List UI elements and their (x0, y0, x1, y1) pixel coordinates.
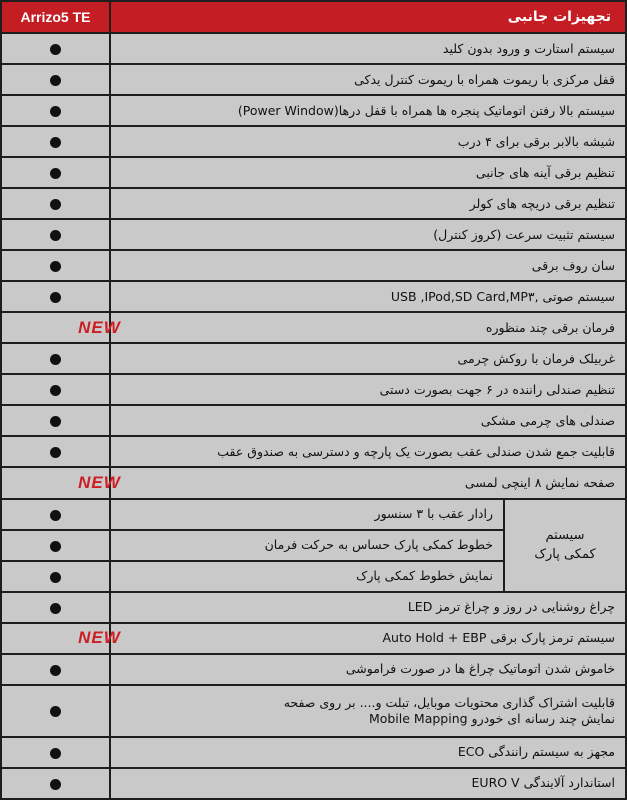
features-header: تجهیزات جانبی (111, 2, 625, 32)
new-badge: NEW (78, 318, 121, 338)
value-cell (2, 344, 109, 373)
value-cell (2, 158, 109, 187)
dot-icon (50, 447, 61, 458)
dot-icon (50, 541, 61, 552)
value-cell (2, 437, 109, 466)
value-cell (2, 531, 109, 560)
table-row (2, 34, 625, 63)
value-cell (2, 282, 109, 311)
feature-cell: چراغ روشنایی در روز و چراغ ترمز LED (111, 593, 625, 622)
feature-cell: خطوط کمکی پارک حساس به حرکت فرمان (111, 531, 503, 560)
table-row (2, 96, 625, 125)
value-cell (2, 686, 109, 736)
table-row (2, 406, 625, 435)
feature-cell: سیستم صوتی ,USB ,IPod,SD Card,MP۳ (111, 282, 625, 311)
dot-icon (50, 572, 61, 583)
dot-icon (50, 137, 61, 148)
dot-icon (50, 748, 61, 759)
feature-cell (111, 686, 625, 736)
value-cell (2, 34, 109, 63)
table-row (2, 282, 625, 311)
value-cell (2, 468, 121, 497)
table-row (2, 655, 625, 684)
feature-cell: شیشه بالابر برقی برای ۴ درب (111, 127, 625, 156)
table-row (2, 220, 625, 249)
dot-icon (50, 354, 61, 365)
table-row (2, 344, 625, 373)
value-cell (2, 96, 109, 125)
value-cell (2, 220, 109, 249)
dot-icon (50, 168, 61, 179)
dot-icon (50, 261, 61, 272)
value-cell (2, 65, 109, 94)
feature-cell: فرمان برقی چند منظوره (111, 313, 625, 342)
feature-cell: تنظیم برقی دریچه های کولر (111, 189, 625, 218)
feature-cell: قفل مرکزی با ریموت همراه با ریموت کنترل یدکی (111, 65, 625, 94)
value-cell (2, 562, 109, 591)
table-row (2, 437, 625, 466)
dot-icon (50, 665, 61, 676)
value-cell (2, 251, 109, 280)
table-row (2, 158, 625, 187)
table-row (2, 375, 625, 404)
dot-icon (50, 416, 61, 427)
group-label-line2: کمکی پارک (534, 547, 596, 563)
table-row (2, 468, 625, 497)
feature-cell: سیستم تثبیت سرعت (کروز کنترل) (111, 220, 625, 249)
table-row (2, 313, 625, 342)
feature-cell: تنظیم صندلی راننده در ۶ جهت بصورت دستی (111, 375, 625, 404)
dot-icon (50, 292, 61, 303)
model-header: Arrizo5 TE (2, 2, 109, 32)
group-label-line1: سیستم (545, 528, 585, 544)
dot-icon (50, 603, 61, 614)
value-cell (2, 769, 109, 798)
table-row (2, 127, 625, 156)
dot-icon (50, 706, 61, 717)
feature-cell: سان روف برقی (111, 251, 625, 280)
dot-icon (50, 44, 61, 55)
parking-assist-group (505, 500, 625, 591)
value-cell (2, 375, 109, 404)
table-row (2, 738, 625, 767)
value-cell (2, 313, 121, 342)
table-row (2, 500, 625, 529)
value-cell (2, 406, 109, 435)
table-row (2, 65, 625, 94)
dot-icon (50, 199, 61, 210)
value-cell (2, 655, 109, 684)
header-row (2, 2, 625, 32)
feature-cell: سیستم بالا رفتن اتوماتیک پنجره ها همراه با قفل درها(Power Window) (111, 96, 625, 125)
dot-icon (50, 230, 61, 241)
dot-icon (50, 779, 61, 790)
new-badge: NEW (78, 628, 121, 648)
feature-cell: قابلیت جمع شدن صندلی عقب بصورت یک پارچه و دسترسی به صندوق عقب (111, 437, 625, 466)
feature-cell: صفحه نمایش ۸ اینچی لمسی (111, 468, 625, 497)
feature-cell: رادار عقب با ۳ سنسور (111, 500, 503, 529)
feature-cell: نمایش خطوط کمکی پارک (111, 562, 503, 591)
table-row (2, 624, 625, 653)
table-row (2, 251, 625, 280)
value-cell (2, 127, 109, 156)
value-cell (2, 624, 121, 653)
dot-icon (50, 385, 61, 396)
feature-cell: خاموش شدن اتوماتیک چراغ ها در صورت فراموشی (111, 655, 625, 684)
feature-cell: غربیلک فرمان با روکش چرمی (111, 344, 625, 373)
feature-cell: سیستم استارت و ورود بدون کلید (111, 34, 625, 63)
feature-line2: نمایش چند رسانه ای خودرو Mobile Mapping (368, 710, 615, 726)
feature-cell: مجهز به سیستم رانندگی ECO (111, 738, 625, 767)
feature-cell: تنظیم برقی آینه های جانبی (111, 158, 625, 187)
table-row (2, 686, 625, 736)
dot-icon (50, 106, 61, 117)
table-row (2, 189, 625, 218)
feature-cell: صندلی های چرمی مشکی (111, 406, 625, 435)
table-row (2, 769, 625, 798)
dot-icon (50, 510, 61, 521)
feature-line1: قابلیت اشتراک گذاری محتویات موبایل، تبلت و.... بر روی صفحه (283, 694, 615, 710)
dot-icon (50, 75, 61, 86)
table-row (2, 593, 625, 622)
value-cell (2, 189, 109, 218)
value-cell (2, 738, 109, 767)
feature-cell: سیستم ترمز پارک برقی Auto Hold + EBP (111, 624, 625, 653)
value-cell (2, 593, 109, 622)
feature-cell: استاندارد آلایندگی EURO V (111, 769, 625, 798)
value-cell (2, 500, 109, 529)
new-badge: NEW (78, 473, 121, 493)
